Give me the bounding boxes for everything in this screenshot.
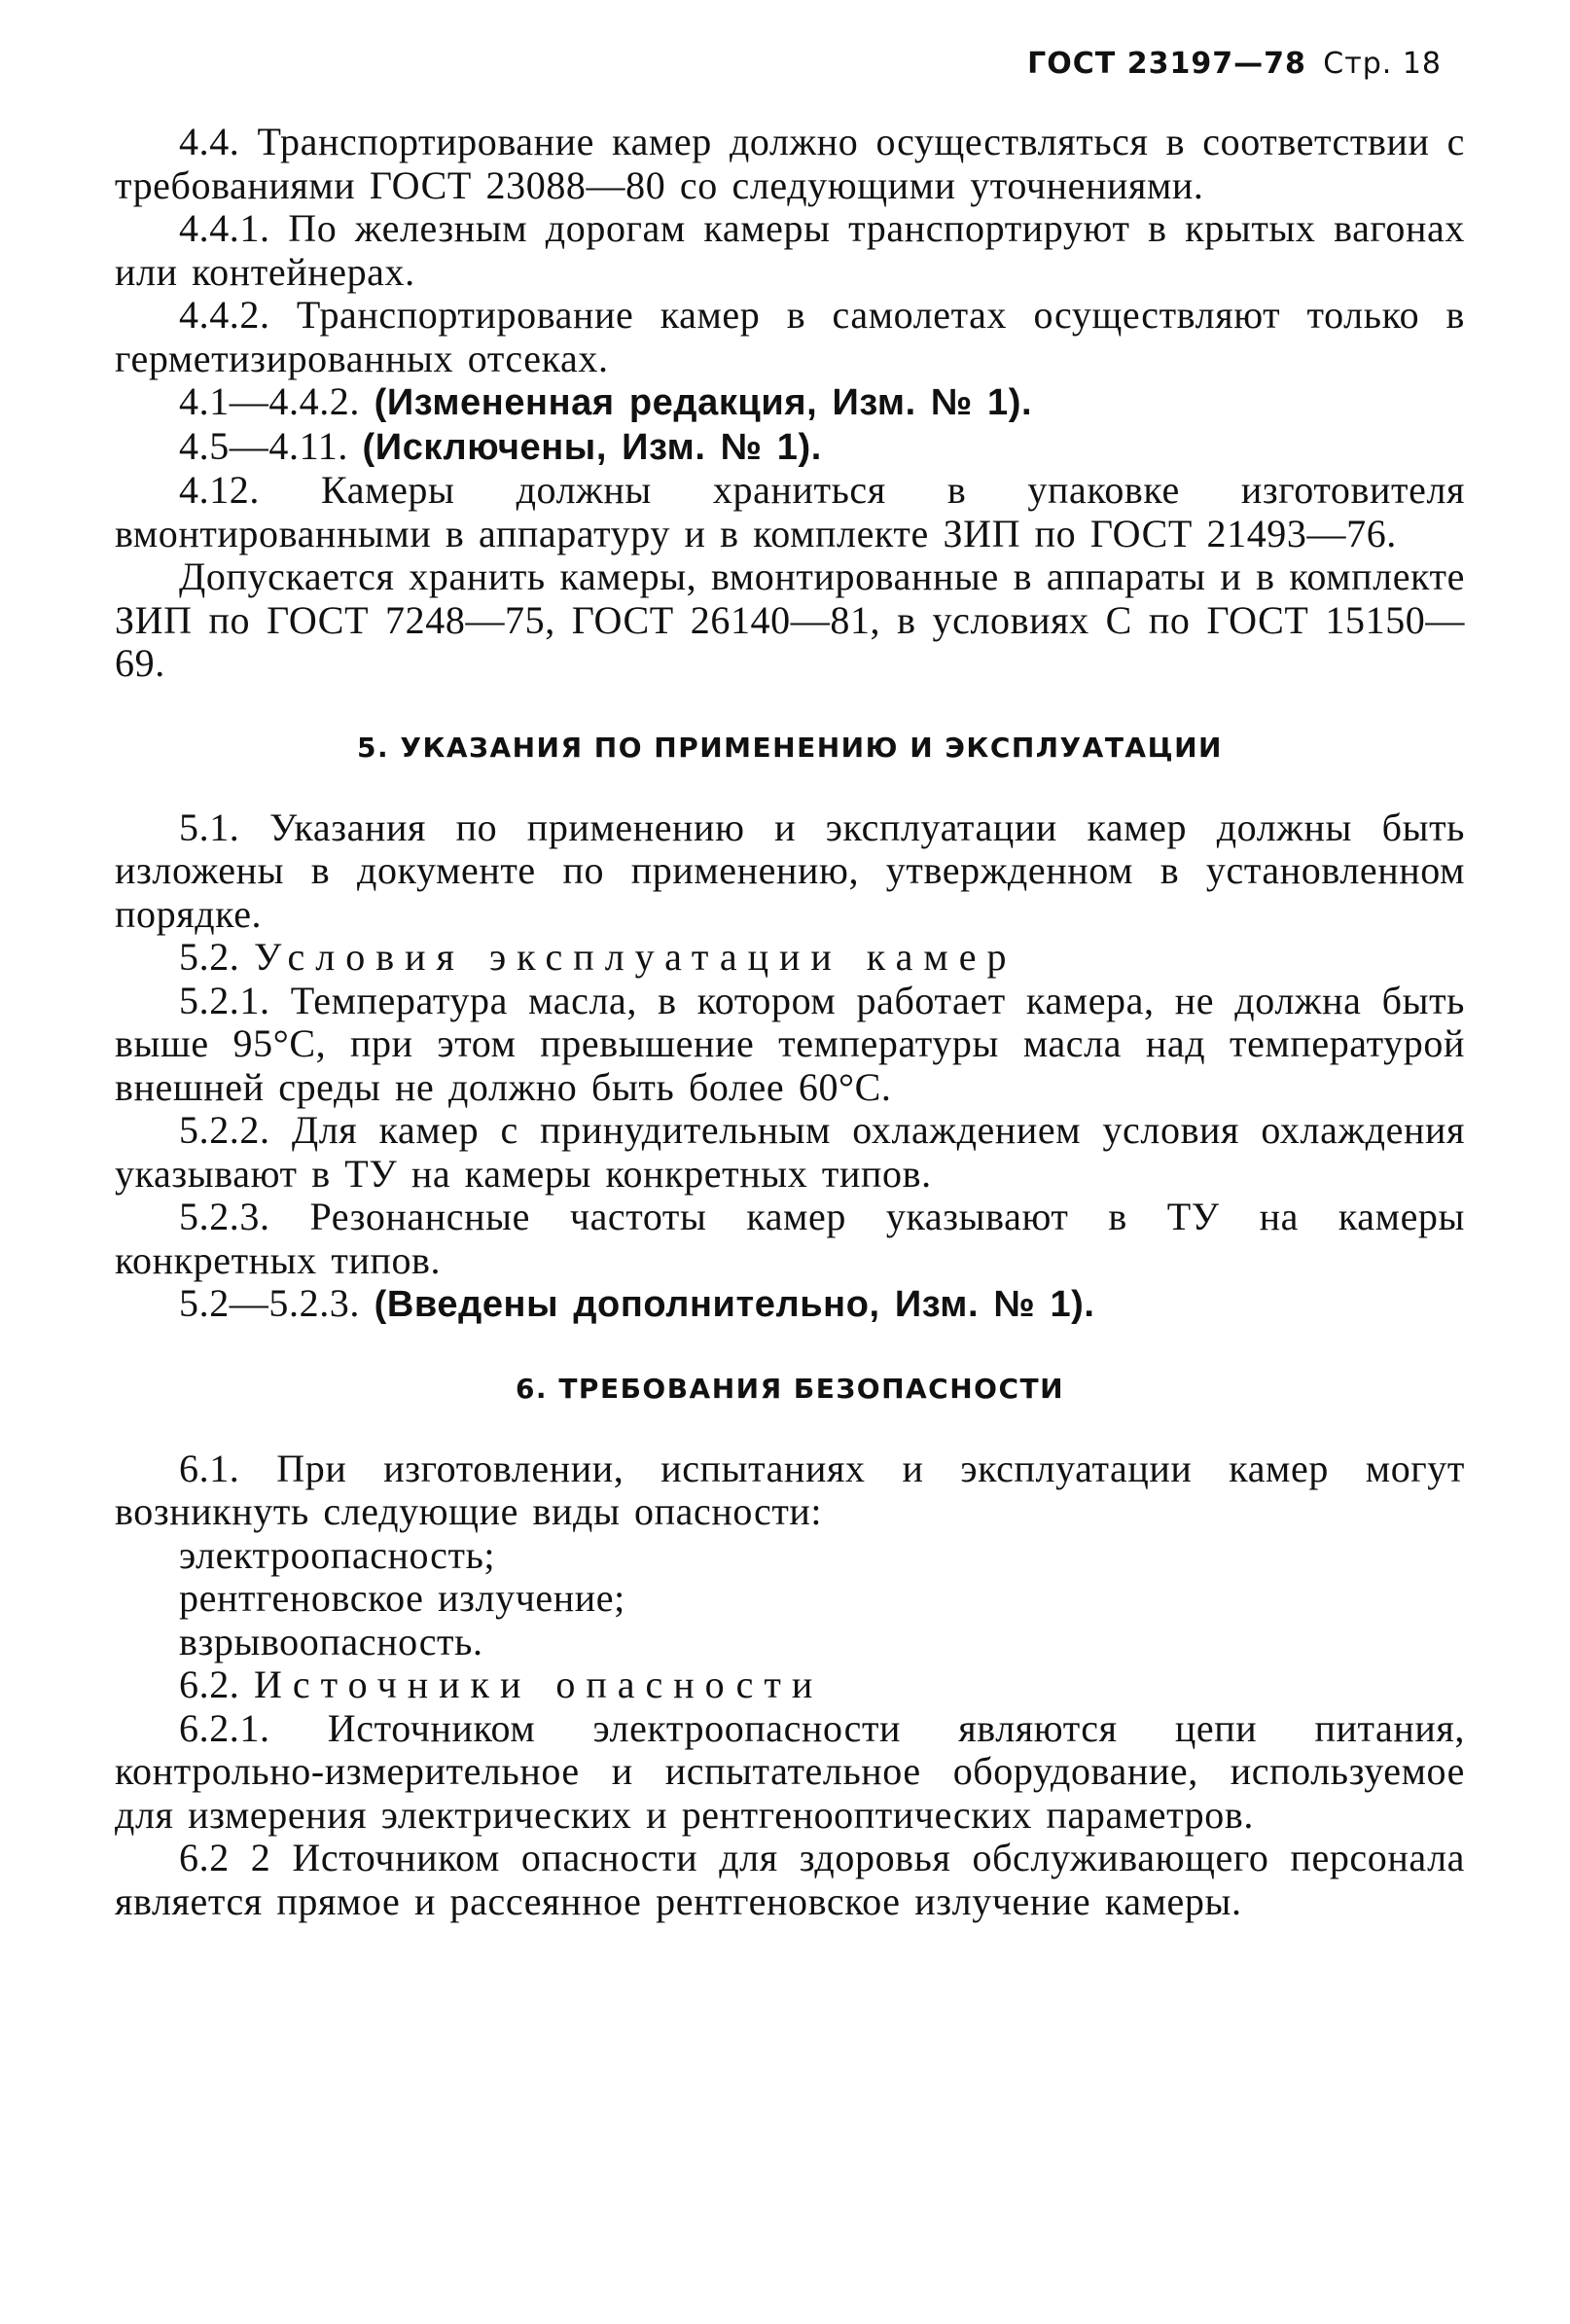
- paragraph-4-12: 4.12. Камеры должны храниться в упаковке изготовителя вмонтированными в аппаратуру и в комплекте ЗИП по ГОСТ 21493—76.: [115, 468, 1465, 555]
- subsection-heading: Источники опасности: [254, 1663, 824, 1706]
- paragraph-5-2-2: 5.2.2. Для камер с принудительным охлаждением условия охлаждения указывают в ТУ на камеры конкретных типов.: [115, 1108, 1465, 1196]
- hazard-list-item: рентгеновское излучение;: [179, 1576, 625, 1620]
- section-6-title: 6. ТРЕБОВАНИЯ БЕЗОПАСНОСТИ: [515, 1372, 1065, 1405]
- page-header: [1027, 47, 1442, 81]
- paragraph-4-4: 4.4. Транспортирование камер должно осуществляться в соответствии с требованиями ГОСТ 23088—80 со следующими уточнениями.: [115, 120, 1465, 207]
- subsection-heading: Условия эксплуатации камер: [254, 935, 1017, 979]
- excluded-clause-range: 4.5—4.11.: [179, 423, 348, 468]
- standard-number: ГОСТ 23197—78: [1027, 47, 1306, 81]
- spacer: [115, 1327, 1465, 1368]
- paragraph-5-2: [115, 936, 1465, 980]
- amendment-note-5-2: [115, 1282, 1465, 1327]
- hazard-list-item: взрывоопасность.: [179, 1619, 483, 1663]
- section-5-title: 5. УКАЗАНИЯ ПО ПРИМЕНЕНИЮ И ЭКСПЛУАТАЦИИ: [357, 731, 1223, 764]
- amendment-text: (Введены дополнительно, Изм. № 1).: [374, 1284, 1095, 1325]
- page-number: Стр. 18: [1323, 47, 1442, 81]
- excluded-text: (Исключены, Изм. № 1).: [362, 426, 822, 468]
- excluded-note-4-5: [115, 425, 1465, 470]
- clause-number: 6.2.: [179, 1663, 240, 1706]
- amendment-text: (Измененная редакция, Изм. № 1).: [374, 382, 1033, 423]
- paragraph-6-2-2: 6.2 2 Источником опасности для здоровья обслуживающего персонала является прямое и рассеянное рентгеновское излучение камеры.: [115, 1836, 1465, 1923]
- paragraph-6-2-1: 6.2.1. Источником электроопасности являются цепи питания, контрольно-измерительное и испытательное оборудование, используемое для измерения электрических и рентгенооптических параметров.: [115, 1705, 1465, 1837]
- clause-number: 5.2.: [179, 935, 240, 979]
- paragraph-5-1: 5.1. Указания по применению и эксплуатации камер должны быть изложены в документе по применению, утвержденном в установленном порядке.: [115, 804, 1465, 936]
- hazard-list-item: электроопасность;: [179, 1532, 496, 1577]
- paragraph-4-12-continuation: Допускается хранить камеры, вмонтированные в аппараты и в комплекте ЗИП по ГОСТ 7248—75, ГОСТ 26140—81, в условиях С по ГОСТ 15150—69.: [115, 554, 1465, 685]
- document-body: [115, 121, 1465, 1923]
- spacer: [115, 686, 1465, 727]
- paragraph-4-4-2: 4.4.2. Транспортирование камер в самолетах осуществляют только в герметизированных отсеках.: [115, 293, 1465, 380]
- amendment-note-4-1: [115, 380, 1465, 425]
- paragraph-5-2-3: 5.2.3. Резонансные частоты камер указывают в ТУ на камеры конкретных типов.: [115, 1195, 1465, 1282]
- spacer: [115, 1411, 1465, 1448]
- paragraph-4-4-1: 4.4.1. По железным дорогам камеры транспортируют в крытых вагонах или контейнерах.: [115, 206, 1465, 294]
- paragraph-5-2-1: 5.2.1. Температура масла, в котором работает камера, не должна быть выше 95°С, при этом превышение температуры масла над температурой внешней среды не должно быть более 60°С.: [115, 978, 1465, 1109]
- amendment-clause-range: 4.1—4.4.2.: [179, 379, 360, 423]
- spacer: [115, 769, 1465, 806]
- amendment-clause-range: 5.2—5.2.3.: [179, 1281, 360, 1325]
- paragraph-6-1: 6.1. При изготовлении, испытаниях и эксплуатации камер могут возникнуть следующие виды опасности:: [115, 1446, 1465, 1533]
- paragraph-6-2: [115, 1663, 1465, 1707]
